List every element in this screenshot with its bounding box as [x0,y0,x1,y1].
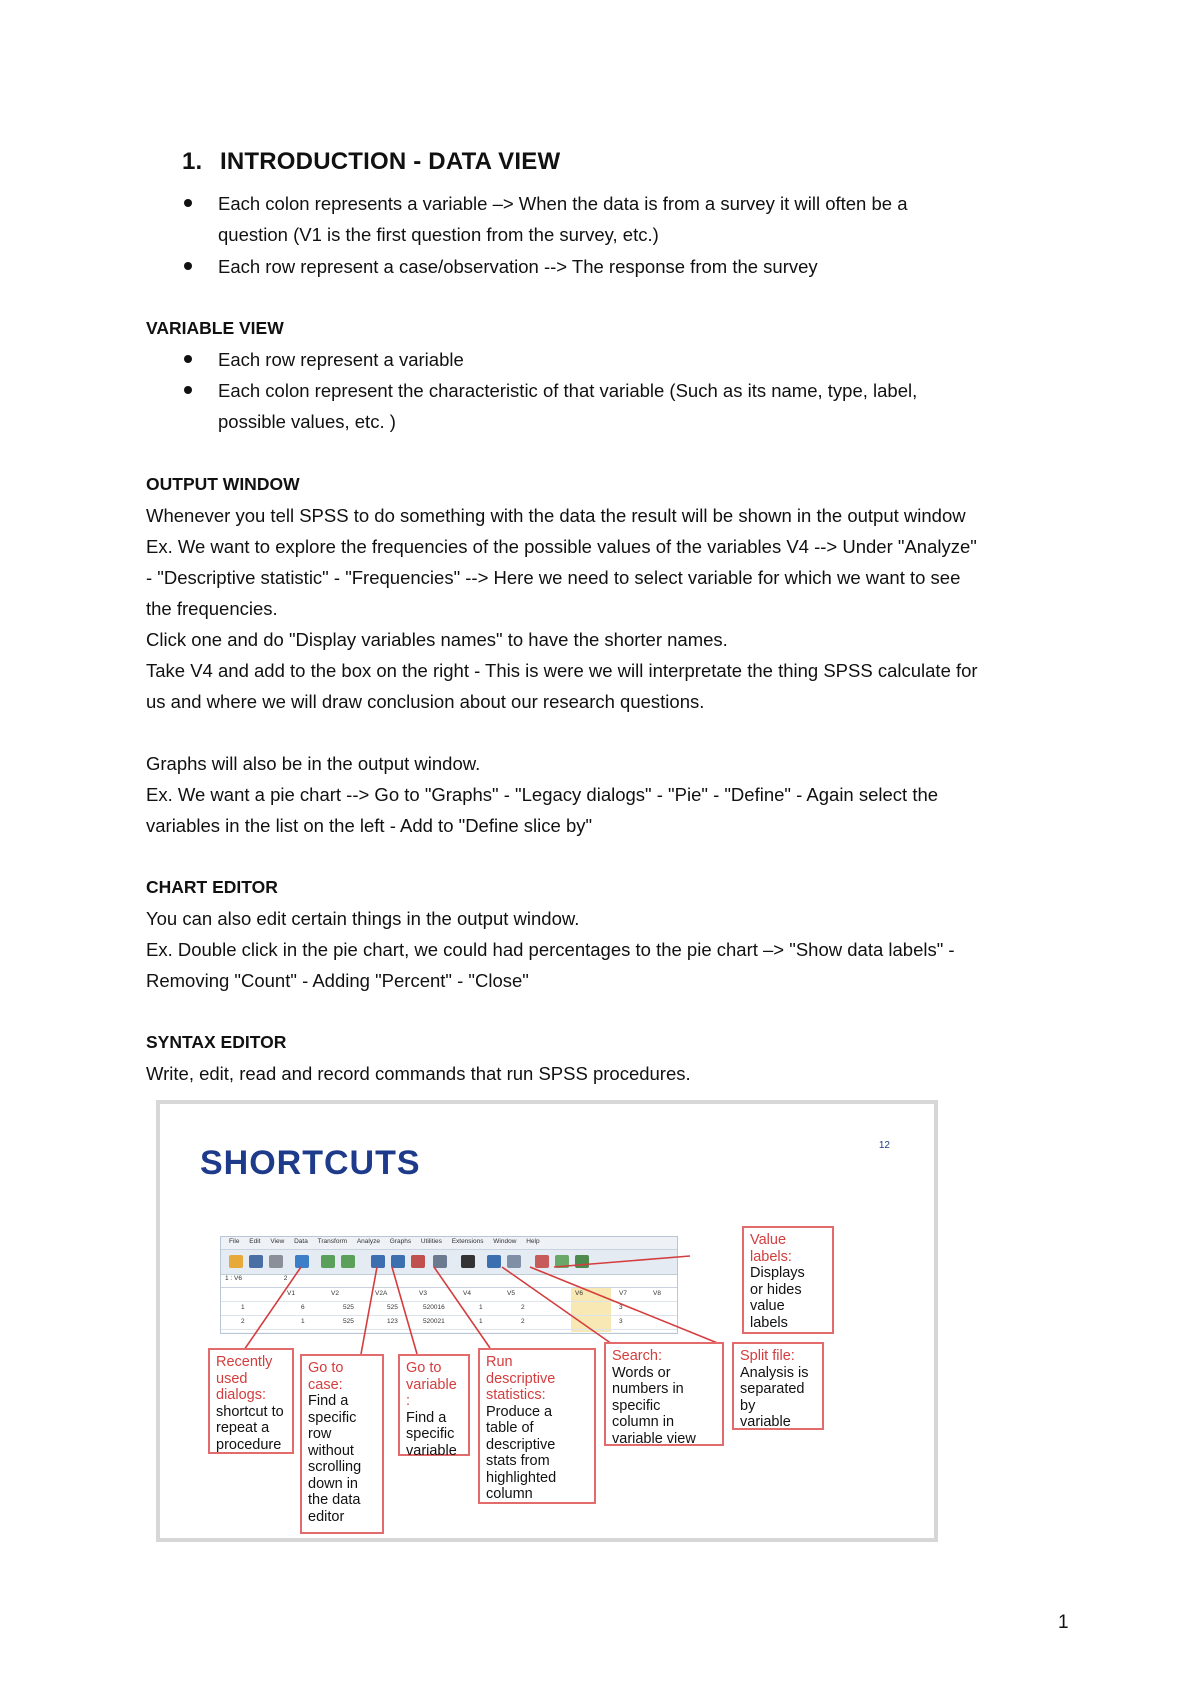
variable-view-bullet-1: Each row represent a variable [218,349,464,370]
bullet-dot [184,386,192,394]
table-cell: 1 [479,1304,483,1311]
callout-title: variable [406,1376,457,1393]
table-cell: 1 [241,1304,245,1311]
output-window-line: Graphs will also be in the output window. [146,753,481,774]
data-view-bullet-1-line-1: Each colon represents a variable –> When the data is from a survey it will often be a [218,193,908,214]
cell-ref: 1 : V6 [225,1275,242,1282]
section-heading [182,148,560,176]
table-cell: 520021 [423,1318,445,1325]
callout-text: procedure [216,1436,282,1453]
column-header: V8 [653,1290,661,1297]
callout-text: or hides [750,1281,802,1298]
menu-item: File [229,1238,240,1245]
callout-title: Search: [612,1348,662,1364]
menu-item: Help [526,1238,540,1245]
callout-go-to-variable [398,1354,470,1459]
output-window-line: Ex. We want a pie chart --> Go to "Graphs" - "Legacy dialogs" - "Pie" - "Define" - Again select the [146,784,939,805]
menu-item: Utilities [420,1238,442,1245]
column-header: V5 [507,1290,515,1297]
menu-item: Transform [317,1238,348,1245]
callout-text: specific [406,1426,455,1442]
column-header: V2 [331,1290,339,1297]
syntax-editor-line: Write, edit, read and record commands that run SPSS procedures. [146,1063,691,1084]
bullet-dot [184,199,192,207]
table-cell: 520016 [423,1304,445,1311]
variable-view-bullet-2-line-2: possible values, etc. ) [218,411,396,432]
table-cell: 3 [619,1318,623,1325]
callout-text: shortcut to [216,1403,284,1420]
callout-title: Split file: [740,1348,795,1364]
data-view-bullet-1-line-2: question (V1 is the first question from the survey, etc.) [218,224,659,245]
table-cell: 2 [521,1304,525,1311]
callout-run-descriptive-statistics [478,1348,596,1504]
callout-title: case: [308,1376,343,1393]
table-cell: 123 [387,1318,398,1325]
callout-text: Find a [308,1393,349,1409]
callout-split-file [732,1342,824,1430]
chart-editor-title: CHART EDITOR [146,877,278,897]
output-window-line: us and where we will draw conclusion about our research questions. [146,691,705,712]
callout-text: numbers in [612,1381,684,1397]
chart-editor-line: You can also edit certain things in the output window. [146,908,580,929]
output-window-line: Click one and do "Display variables names" to have the shorter names. [146,629,728,650]
callout-text: variable [740,1414,791,1430]
callout-text: Words or [612,1364,671,1381]
output-window-line: Whenever you tell SPSS to do something with the data the result will be shown in the output window [146,505,966,526]
callout-go-to-case [300,1354,384,1534]
data-view-bullet-2: Each row represent a case/observation --> The response from the survey [218,256,818,277]
callout-text: value [750,1298,785,1314]
callout-text: table of [486,1420,534,1436]
chart-editor-line: Removing "Count" - Adding "Percent" - "Close" [146,970,529,991]
callout-text: column in [612,1414,675,1430]
callout-text: specific [308,1409,357,1426]
variable-view-bullet-2-line-1: Each colon represent the characteristic of that variable (Such as its name, type, label, [218,380,918,401]
callout-text: down in [308,1475,358,1492]
menu-item: Edit [249,1238,261,1245]
callout-title: Go to [406,1360,442,1376]
callout-recently-used-dialogs [208,1348,294,1454]
chart-editor-line: Ex. Double click in the pie chart, we could had percentages to the pie chart –> "Show data labels" - [146,939,955,960]
table-cell: 2 [521,1318,525,1325]
menu-item: Window [493,1238,517,1245]
table-cell: 1 [301,1318,305,1325]
page-number: 1 [1058,1612,1069,1633]
column-header: V7 [619,1290,627,1297]
callout-text: highlighted [486,1469,557,1486]
callout-title: statistics: [486,1387,546,1403]
table-cell: 525 [343,1318,354,1325]
callout-title: : [406,1393,411,1409]
variable-view-title: VARIABLE VIEW [146,318,284,338]
slide-number: 12 [878,1140,890,1151]
bullet-dot [184,355,192,363]
callout-text: row [308,1426,332,1442]
callout-title: labels: [750,1248,792,1265]
callout-title: Run [486,1354,513,1370]
callout-title: Recently [216,1354,273,1370]
column-header: V4 [463,1290,471,1297]
callout-text: editor [308,1508,345,1525]
table-cell: 525 [387,1304,398,1311]
menu-item: Data [294,1238,308,1245]
callout-text: separated [740,1381,805,1397]
table-cell: 3 [619,1304,623,1311]
callout-text: the data [308,1492,361,1508]
callout-title: used [216,1370,248,1387]
callout-title: Go to [308,1360,344,1376]
table-cell: 6 [301,1304,305,1311]
callout-text: specific [612,1397,661,1414]
column-header: V3 [419,1290,427,1297]
menu-item: View [270,1238,285,1245]
cell-value: 2 [283,1275,288,1282]
callout-text: variable [406,1442,457,1459]
output-window-line: the frequencies. [146,598,278,619]
slide-title: SHORTCUTS [200,1144,421,1182]
menu-item: Graphs [389,1238,412,1245]
heading-number: 1. [182,148,203,175]
menu-item: Extensions [451,1238,484,1245]
callout-title: dialogs: [216,1387,266,1403]
callout-title: Value [750,1232,787,1248]
output-window-line: Ex. We want to explore the frequencies of the possible values of the variables V4 --> Under "Analyze" [146,536,977,557]
column-header: V6 [575,1290,583,1297]
table-cell: 1 [479,1318,483,1325]
heading-title: INTRODUCTION - DATA VIEW [220,148,561,175]
callout-text: without [308,1442,354,1459]
callout-text: Displays [750,1265,805,1281]
callout-text: Find a [406,1409,447,1426]
syntax-editor-title: SYNTAX EDITOR [146,1032,287,1052]
callout-text: repeat a [216,1420,270,1436]
callout-text: labels [750,1314,788,1331]
callout-title: descriptive [486,1370,556,1387]
bullet-dot [184,262,192,270]
shortcuts-slide-image [156,1100,938,1542]
callout-text: column [486,1486,533,1502]
output-window-line: Take V4 and add to the box on the right - This is were we will interpretate the thing SPSS calculate for [146,660,978,681]
callout-text: Produce a [486,1403,553,1420]
callout-value-labels [742,1226,834,1334]
output-window-line: - "Descriptive statistic" - "Frequencies" --> Here we need to select variable for which we want to see [146,567,961,588]
menu-item: Analyze [356,1238,380,1245]
output-window-title: OUTPUT WINDOW [146,474,300,494]
callout-text: scrolling [308,1459,362,1475]
callout-text: variable view [612,1430,696,1447]
callout-text: by [740,1397,756,1414]
callout-search [604,1342,724,1446]
table-cell: 2 [241,1318,245,1325]
callout-text: descriptive [486,1436,556,1453]
callout-text: Analysis is [740,1364,809,1381]
output-window-line: variables in the list on the left - Add to "Define slice by" [146,815,593,836]
column-header: V1 [287,1290,295,1297]
callout-text: stats from [486,1453,550,1469]
column-header: V2A [375,1290,388,1297]
table-cell: 525 [343,1304,354,1311]
